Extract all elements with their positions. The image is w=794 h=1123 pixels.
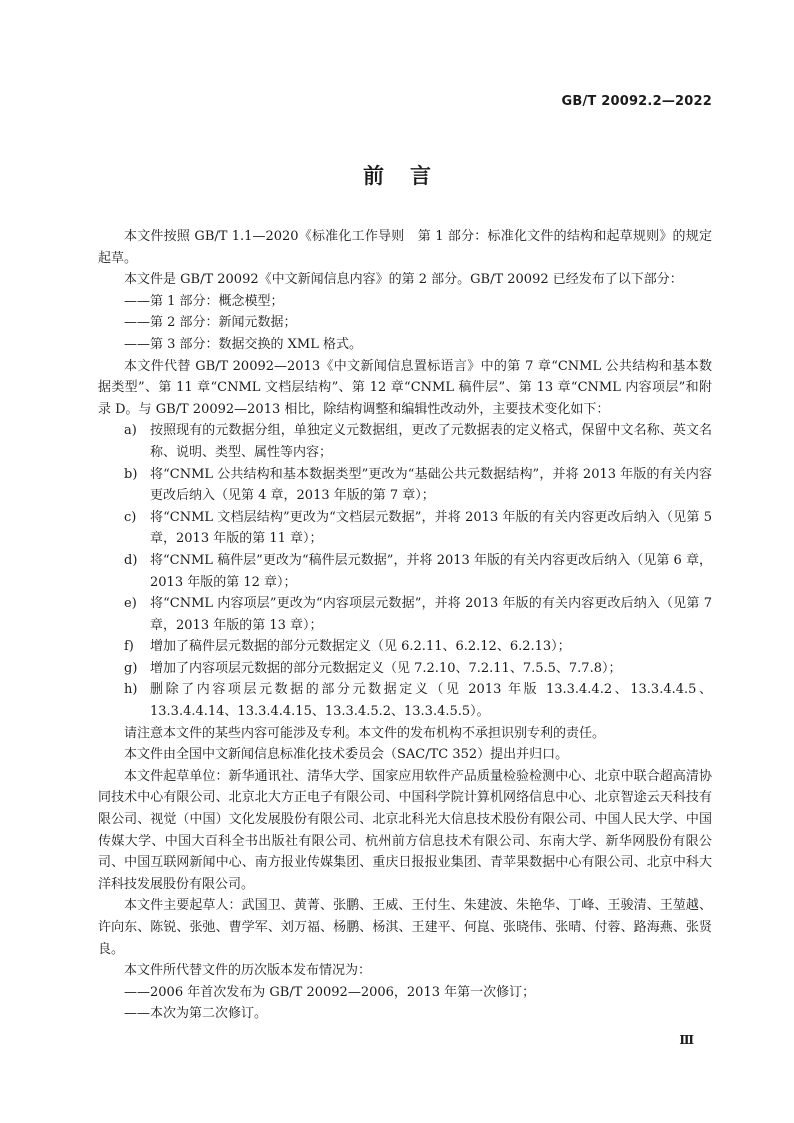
item-label: f) (124, 639, 134, 655)
item-text: 按照现有的元数据分组，单独定义元数据组，更改了元数据表的定义格式，保留中文名称、英文名称、说明、类型、属性等内容； (150, 423, 712, 460)
foreword-body (98, 226, 712, 1025)
change-item-g (98, 658, 712, 680)
list-item-history-2: ——本次为第二次修订。 (124, 1006, 268, 1022)
item-text: 将“CNML 稿件层”更改为“稿件层元数据”，并将 2013 年版的有关内容更改后纳入（见第 6 章，2013 年版的第 12 章）； (150, 552, 712, 590)
item-label: a) (124, 423, 137, 439)
paragraph-drafting-rules: 本文件按照 GB/T 1.1—2020《标准化工作导则 第 1 部分：标准化文件的结构和起草规则》的规定起草。 (98, 229, 712, 266)
item-label: h) (124, 682, 138, 698)
list-item-part-1: ——第 1 部分：概念模型； (124, 293, 284, 309)
item-label: g) (124, 660, 138, 676)
paragraph-patent-notice: 请注意本文件的某些内容可能涉及专利。本文件的发布机构不承担识别专利的责任。 (124, 725, 606, 741)
item-label: b) (124, 466, 138, 482)
change-item-e (98, 593, 712, 636)
paragraph-replacement: 本文件代替 GB/T 20092—2013《中文新闻信息置标语言》中的第 7 章“CNML 公共结构和基本数据类型”、第 11 章“CNML 文档层结构”、第 12 章“CNML 稿件层”、第 13 章“CNML 内容项层”和附录 D。与 GB/T 20092—2013 相比，除结构调整和编辑性改动外，主要技术变化如下： (98, 358, 712, 417)
page-number: Ⅲ (679, 1033, 694, 1047)
item-label: d) (124, 552, 138, 568)
page-title: 前言 (363, 164, 457, 188)
item-label: c) (124, 509, 137, 525)
item-text: 将“CNML 内容项层”更改为“内容项层元数据”，并将 2013 年版的有关内容更改后纳入（见第 7 章，2013 年版的第 13 章）； (150, 596, 712, 633)
change-item-c (98, 507, 712, 550)
list-item-history-1: ——2006 年首次发布为 GB/T 20092—2006，2013 年第一次修订； (124, 984, 536, 1000)
change-item-b (98, 464, 712, 507)
paragraph-drafters: 本文件主要起草人：武国卫、黄菁、张鹏、王威、王付生、朱建波、朱艳华、丁峰、王骏清、王堃越、许向东、陈锐、张弛、曹学军、刘万福、杨鹏、杨淇、王建平、何崑、张晓伟、张晴、付蓉、路海燕、张贤良。 (98, 898, 712, 957)
item-label: e) (124, 596, 137, 612)
change-item-d (98, 550, 712, 593)
paragraph-proposer: 本文件由全国中文新闻信息标准化技术委员会（SAC/TC 352）提出并归口。 (124, 747, 569, 763)
item-text: 将“CNML 公共结构和基本数据类型”更改为“基础公共元数据结构”，并将 2013 年版的有关内容更改后纳入（见第 4 章，2013 年版的第 7 章）； (150, 466, 712, 504)
change-item-h (98, 679, 712, 722)
item-text: 增加了稿件层元数据的部分元数据定义（见 6.2.11、6.2.12、6.2.13）； (150, 639, 571, 655)
item-text: 增加了内容项层元数据的部分元数据定义（见 7.2.10、7.2.11、7.5.5、7.7.8）； (150, 660, 622, 676)
item-text: 将“CNML 文档层结构”更改为“文档层元数据”，并将 2013 年版的有关内容更改后纳入（见第 5 章，2013 年版的第 11 章）； (150, 509, 712, 547)
item-text: 删除了内容项层元数据的部分元数据定义（见 2013 年版 13.3.4.4.2、13.3.4.4.5、13.3.4.4.14、13.3.4.4.15、13.3.4.5.2、13.3.4.5.5）。 (150, 682, 712, 720)
change-item-a (98, 420, 712, 463)
paragraph-drafting-units: 本文件起草单位：新华通讯社、清华大学、国家应用软件产品质量检验检测中心、北京中联合超高清协同技术中心有限公司、北京北大方正电子有限公司、中国科学院计算机网络信息中心、北京智途云天科技有限公司、视觉（中国）文化发展股份有限公司、北京北科光大信息技术股份有限公司、中国人民大学、中国传媒大学、中国大百科全书出版社有限公司、杭州前方信息技术有限公司、东南大学、新华网股份有限公司、中国互联网新闻中心、南方报业传媒集团、重庆日报报业集团、青苹果数据中心有限公司、北京中科大洋科技发展股份有限公司。 (98, 768, 712, 892)
list-item-part-3: ——第 3 部分：数据交换的 XML 格式。 (124, 336, 362, 352)
paragraph-series-parts: 本文件是 GB/T 20092《中文新闻信息内容》的第 2 部分。GB/T 20092 已经发布了以下部分： (124, 272, 683, 288)
list-item-part-2: ——第 2 部分：新闻元数据； (124, 315, 297, 331)
change-item-f (98, 636, 712, 658)
document-code: GB/T 20092.2—2022 (561, 94, 712, 109)
paragraph-history: 本文件所代替文件的历次版本发布情况为： (124, 963, 372, 979)
